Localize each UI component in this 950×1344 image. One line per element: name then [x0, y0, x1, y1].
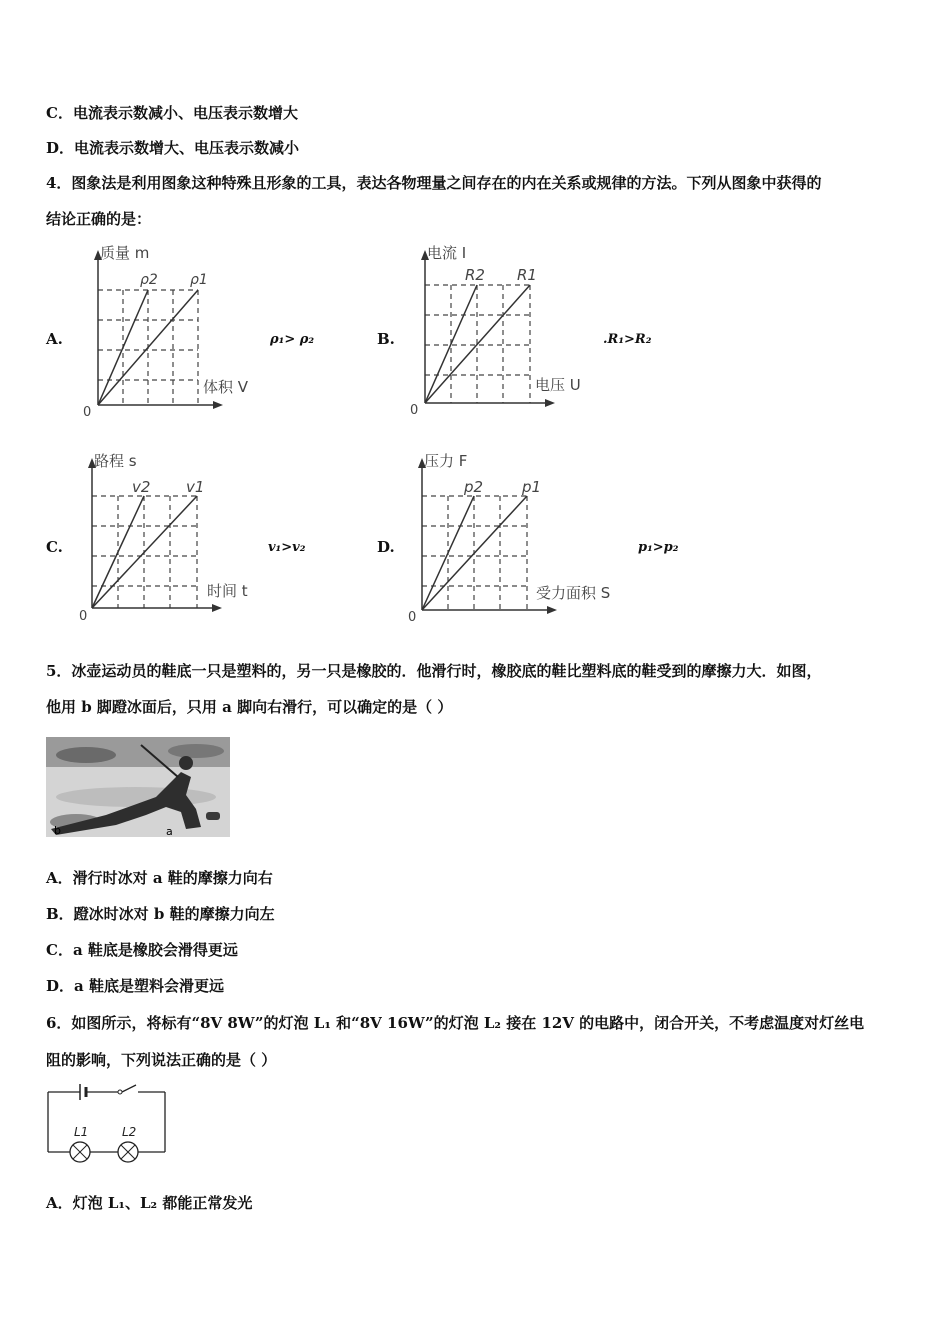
q4-option-c-conclusion: v₁>v₂ [268, 540, 306, 555]
x-arrow-icon [547, 606, 557, 614]
curling-athlete-image [46, 737, 230, 837]
curling-photo [46, 737, 230, 837]
y-axis-label: 电流 I [427, 244, 467, 262]
graph-a [78, 240, 278, 418]
q3-option-c: C．电流表示数减小、电压表示数增大 [46, 104, 298, 122]
q4-option-c-letter: C. [46, 538, 63, 556]
shallow-line-label: v1 [186, 478, 205, 496]
origin-label: 0 [408, 610, 417, 625]
shallow-line-label: R1 [517, 266, 537, 284]
y-axis-label: 路程 s [94, 452, 137, 470]
q4-option-b-conclusion: .R₁>R₂ [603, 332, 652, 347]
x-axis-label: 时间 t [207, 582, 248, 600]
q5-stem-line2: 他用 b 脚蹬冰面后，只用 a 脚向右滑行，可以确定的是（ ） [46, 698, 453, 716]
lamp-l2-label: L2 [122, 1125, 137, 1139]
graph-d [402, 448, 642, 626]
steep-line-label: p2 [464, 478, 484, 496]
q5-option-d: D．a 鞋底是塑料会滑更远 [46, 977, 224, 995]
origin-label: 0 [79, 609, 88, 624]
x-arrow-icon [213, 401, 223, 409]
foot-a-label: a [166, 825, 173, 837]
q6-stem-line1: 6．如图所示，将标有“8V 8W”的灯泡 L₁ 和“8V 16W”的灯泡 L₂ 接在 12V 的电路中，闭合开关，不考虑温度对灯丝电 [46, 1014, 865, 1032]
q4-stem-line1: 4．图象法是利用图象这种特殊且形象的工具，表达各物理量之间存在的内在关系或规律的方法。下列从图象中获得的 [46, 174, 822, 192]
steep-line [98, 290, 148, 405]
q5-option-b: B．蹬冰时冰对 b 鞋的摩擦力向左 [46, 905, 275, 923]
x-arrow-icon [212, 604, 222, 612]
y-axis-label: 质量 m [100, 244, 150, 262]
q4-option-a-letter: A. [46, 330, 63, 348]
circuit-diagram [40, 1080, 175, 1170]
q4-option-a-conclusion: ρ₁> ρ₂ [270, 332, 315, 347]
x-axis-label: 受力面积 S [536, 584, 611, 602]
shallow-line-label: ρ1 [190, 272, 208, 288]
shallow-line [98, 290, 198, 405]
foot-b-label: b [54, 824, 61, 837]
steep-line-label: R2 [465, 266, 485, 284]
origin-label: 0 [83, 405, 92, 418]
switch-icon [118, 1090, 122, 1094]
q6-option-a: A．灯泡 L₁、L₂ 都能正常发光 [46, 1194, 253, 1212]
shallow-line-label: p1 [522, 478, 542, 496]
x-axis-label: 体积 V [203, 378, 249, 396]
q4-stem-line2: 结论正确的是： [46, 210, 152, 228]
shallow-line [92, 496, 197, 608]
origin-label: 0 [410, 403, 419, 418]
q4-option-b-letter: B. [377, 330, 395, 348]
lamp-l1-label: L1 [74, 1125, 89, 1139]
steep-line [92, 496, 144, 608]
q5-stem-line1: 5．冰壶运动员的鞋底一只是塑料的，另一只是橡胶的．他滑行时，橡胶底的鞋比塑料底的鞋受到的摩擦力大．如图， [46, 662, 822, 680]
y-axis-label: 压力 F [424, 452, 468, 470]
shallow-line [422, 496, 527, 610]
q4-option-d-letter: D. [377, 538, 395, 556]
q6-stem-line2: 阻的影响，下列说法正确的是（ ） [46, 1051, 277, 1069]
q5-option-c: C．a 鞋底是橡胶会滑得更远 [46, 941, 238, 959]
steep-line [422, 496, 474, 610]
graph-b [405, 240, 615, 418]
q3-option-d: D．电流表示数增大、电压表示数减小 [46, 139, 300, 157]
steep-line-label: ρ2 [140, 272, 158, 288]
steep-line-label: v2 [132, 478, 151, 496]
graph-c [72, 448, 272, 626]
q5-option-a: A．滑行时冰对 a 鞋的摩擦力向右 [46, 869, 273, 887]
x-arrow-icon [545, 399, 555, 407]
x-axis-label: 电压 U [535, 376, 581, 394]
q4-option-d-conclusion: p₁>p₂ [638, 540, 679, 555]
